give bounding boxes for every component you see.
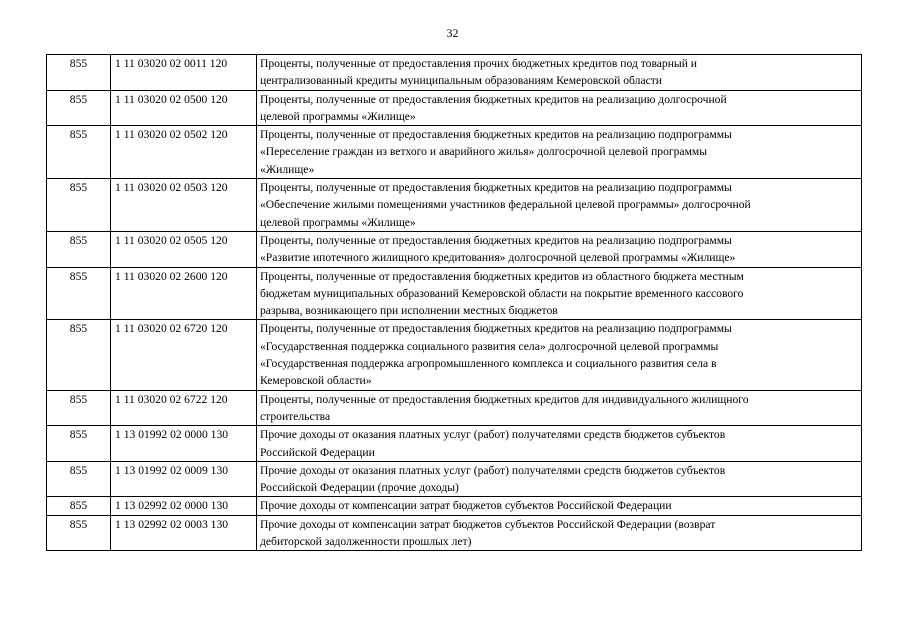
description-cell [257, 497, 862, 515]
description-line: Прочие доходы от оказания платных услуг (работ) получателями средств бюджетов субъектов [260, 428, 726, 442]
description-line: «Жилище» [260, 162, 315, 176]
description-cell [257, 55, 862, 91]
budget-code-cell: 1 13 01992 02 0009 130 [111, 461, 257, 497]
description-line: Проценты, полученные от предоставления прочих бюджетных кредитов под товарный и [260, 57, 698, 70]
budget-code-cell: 1 13 01992 02 0000 130 [111, 426, 257, 462]
admin-code-cell: 855 [47, 426, 111, 462]
description-line: Прочие доходы от компенсации затрат бюджетов субъектов Российской Федерации (возврат [260, 517, 716, 531]
table-row [47, 126, 862, 179]
description-cell [257, 231, 862, 267]
table-row [47, 55, 862, 91]
page-number: 32 [446, 26, 459, 40]
description-line: целевой программы «Жилище» [260, 215, 416, 229]
description-cell [257, 90, 862, 126]
description-line: Проценты, полученные от предоставления бюджетных кредитов на реализацию подпрограммы [260, 128, 732, 142]
revenue-code-table [46, 54, 862, 551]
table-row [47, 461, 862, 497]
admin-code-cell: 855 [47, 390, 111, 426]
description-cell [257, 267, 862, 320]
description-line: Российской Федерации (прочие доходы) [260, 481, 459, 495]
table-row [47, 497, 862, 515]
budget-code-cell: 1 11 03020 02 0505 120 [111, 231, 257, 267]
table-row [47, 515, 862, 551]
table-row [47, 267, 862, 320]
admin-code-cell: 855 [47, 126, 111, 179]
table-row [47, 231, 862, 267]
description-cell [257, 461, 862, 497]
budget-code-cell: 1 11 03020 02 0502 120 [111, 126, 257, 179]
admin-code-cell: 855 [47, 55, 111, 91]
admin-code-cell: 855 [47, 497, 111, 515]
table-row [47, 390, 862, 426]
budget-code-cell: 1 11 03020 02 6722 120 [111, 390, 257, 426]
description-line: Проценты, полученные от предоставления бюджетных кредитов из областного бюджета местным [260, 269, 744, 283]
budget-code-cell: 1 13 02992 02 0000 130 [111, 497, 257, 515]
description-cell [257, 426, 862, 462]
admin-code-cell: 855 [47, 231, 111, 267]
description-line: «Развитие ипотечного жилищного кредитования» долгосрочной целевой программы «Жилище» [260, 251, 736, 265]
description-line: Прочие доходы от оказания платных услуг (работ) получателями средств бюджетов субъектов [260, 463, 726, 477]
description-line: целевой программы «Жилище» [260, 109, 416, 123]
admin-code-cell: 855 [47, 320, 111, 390]
description-line: Прочие доходы от компенсации затрат бюджетов субъектов Российской Федерации [260, 499, 672, 513]
description-line: Проценты, полученные от предоставления бюджетных кредитов на реализацию подпрограммы [260, 322, 732, 336]
budget-code-cell: 1 11 03020 02 2600 120 [111, 267, 257, 320]
table-row [47, 320, 862, 390]
budget-code-cell: 1 11 03020 02 0503 120 [111, 179, 257, 232]
description-line: «Переселение граждан из ветхого и аварийного жилья» долгосрочной целевой программы [260, 145, 708, 159]
description-line: «Государственная поддержка агропромышленного комплекса и социального развития села в [260, 357, 717, 371]
description-cell [257, 126, 862, 179]
table-row [47, 426, 862, 462]
table-row [47, 179, 862, 232]
admin-code-cell: 855 [47, 90, 111, 126]
description-line: Проценты, полученные от предоставления бюджетных кредитов на реализацию подпрограммы [260, 181, 732, 195]
description-line: Проценты, полученные от предоставления бюджетных кредитов на реализацию подпрограммы [260, 233, 732, 247]
budget-code-cell: 1 11 03020 02 0011 120 [111, 55, 257, 91]
table-row [47, 90, 862, 126]
description-line: строительства [260, 409, 331, 423]
description-line: дебиторской задолженности прошлых лет) [260, 535, 472, 549]
budget-code-cell: 1 13 02992 02 0003 130 [111, 515, 257, 551]
description-cell [257, 515, 862, 551]
description-line: «Обеспечение жилыми помещениями участников федеральной целевой программы» долгосрочной [260, 198, 751, 212]
description-line: разрыва, возникающего при исполнении местных бюджетов [260, 304, 558, 318]
description-cell [257, 390, 862, 426]
revenue-code-table-body [47, 55, 862, 551]
budget-code-cell: 1 11 03020 02 0500 120 [111, 90, 257, 126]
admin-code-cell: 855 [47, 461, 111, 497]
budget-code-cell: 1 11 03020 02 6720 120 [111, 320, 257, 390]
description-cell [257, 320, 862, 390]
description-line: «Государственная поддержка социального развития села» долгосрочной целевой программы [260, 339, 719, 353]
admin-code-cell: 855 [47, 267, 111, 320]
admin-code-cell: 855 [47, 515, 111, 551]
description-line: Российской Федерации [260, 445, 375, 459]
description-line: Проценты, полученные от предоставления бюджетных кредитов для индивидуального жилищного [260, 392, 749, 406]
description-line: Кемеровской области» [260, 374, 372, 388]
description-line: централизованный кредиты муниципальным образованиям Кемеровской области [260, 74, 663, 88]
description-cell [257, 179, 862, 232]
description-line: Проценты, полученные от предоставления бюджетных кредитов на реализацию долгосрочной [260, 92, 727, 106]
admin-code-cell: 855 [47, 179, 111, 232]
description-line: бюджетам муниципальных образований Кемеровской области на покрытие временного кассового [260, 286, 744, 300]
